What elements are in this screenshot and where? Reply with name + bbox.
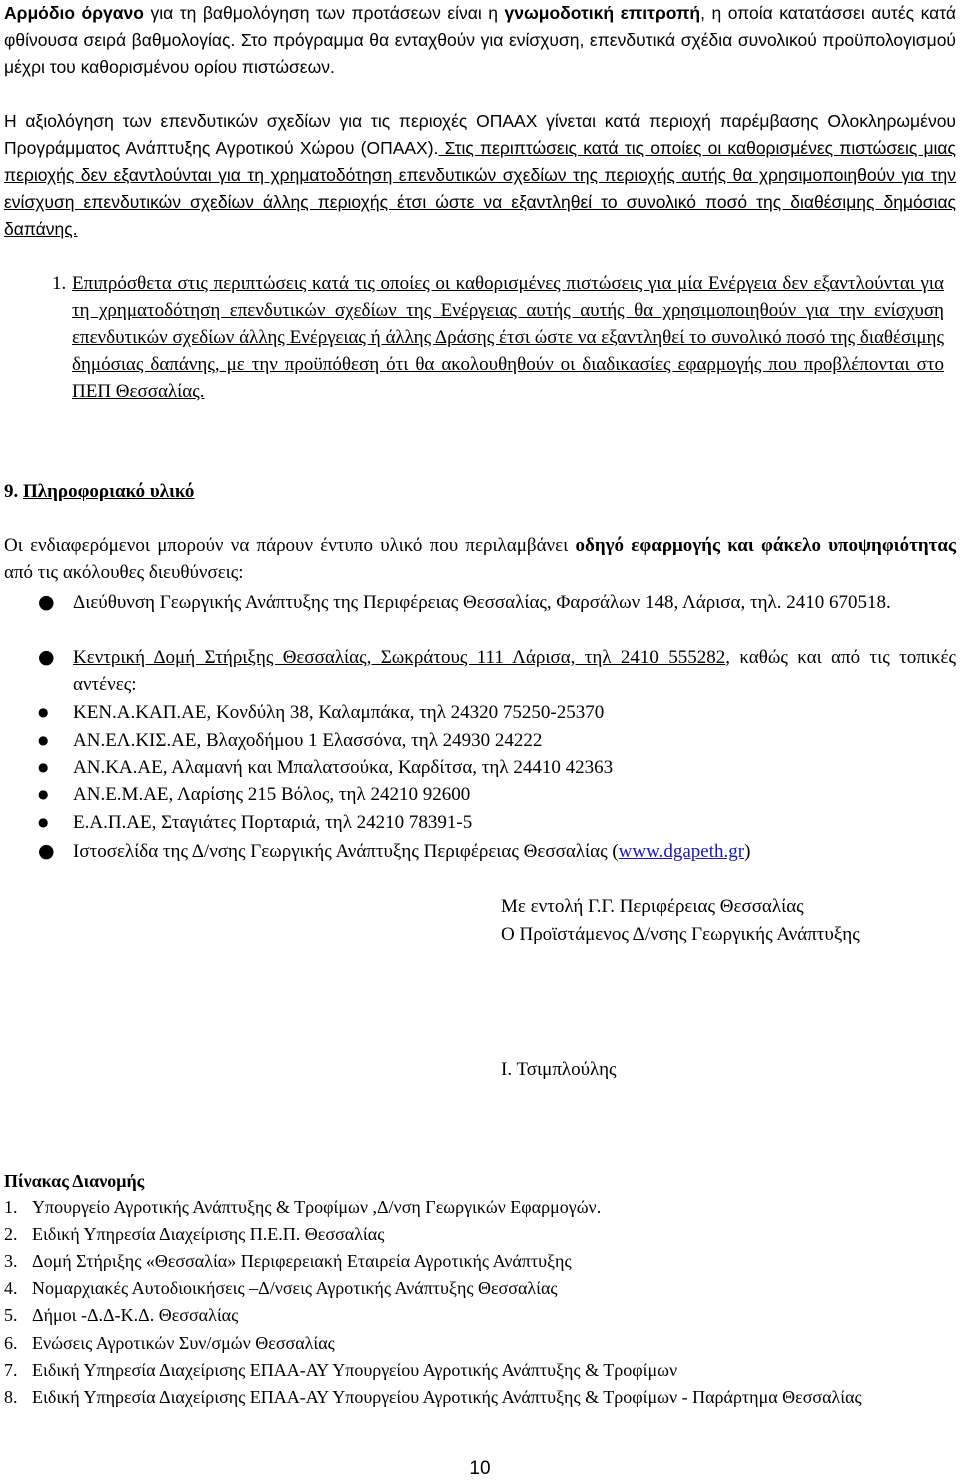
distribution-item bbox=[4, 1357, 956, 1384]
website-link[interactable]: www.dgapeth.gr bbox=[618, 841, 745, 862]
sub-bullet-text: ΑΝ.Ε.Μ.ΑΕ, Λαρίσης 215 Βόλος, τηλ 24210 92600 bbox=[73, 784, 471, 805]
distribution-text: Ειδική Υπηρεσία Διαχείρισης Π.Ε.Π. Θεσσαλίας bbox=[32, 1224, 385, 1244]
sub-bullet-text: ΚΕΝ.Α.ΚΑΠ.ΑΕ, Κονδύλη 38, Καλαμπάκα, τηλ 24320 75250-25370 bbox=[73, 702, 605, 723]
distribution-item bbox=[4, 1248, 956, 1275]
small-bullet-icon: ● bbox=[38, 787, 49, 801]
distribution-item bbox=[4, 1302, 956, 1329]
distribution-number: 4. bbox=[4, 1278, 18, 1298]
distribution-text: Δομή Στήριξης «Θεσσαλία» Περιφερειακή Εταιρεία Αγροτικής Ανάπτυξης bbox=[32, 1251, 572, 1271]
section-intro bbox=[4, 532, 956, 586]
distribution-item bbox=[4, 1194, 956, 1221]
item-number: 1. bbox=[52, 273, 67, 294]
intro-text: , η οποία κατατάσσει αυτές κατά φθίνουσα σειρά βαθμολογίας. Στο πρόγραμμα θα ενταχθούν για ενίσχυση, επενδυτικά σχέδια συνολικού προϋπολογισμού μέχρι του καθορισμένου ορίου πιστώσεων. bbox=[4, 3, 957, 77]
distribution-item bbox=[4, 1221, 956, 1248]
section-title: Πληροφοριακό υλικό bbox=[23, 481, 195, 502]
distribution-item bbox=[4, 1330, 956, 1357]
distribution-title-text: Πίνακας Διανομής bbox=[4, 1171, 145, 1191]
signatory-name: Ι. Τσιμπλούλης bbox=[501, 1059, 617, 1080]
committee-bold: γνωμοδοτική επιτροπή bbox=[504, 3, 701, 23]
distribution-number: 8. bbox=[4, 1387, 18, 1407]
sub-bullet-text: Ε.Α.Π.ΑΕ, Σταγιάτες Πορταριά, τηλ 24210 78391-5 bbox=[73, 812, 473, 833]
bullet-text: Ιστοσελίδα της Δ/νσης Γεωργικής Ανάπτυξης Περιφέρειας Θεσσαλίας ( bbox=[73, 841, 619, 862]
bullet-text: Διεύθυνση Γεωργικής Ανάπτυξης της Περιφέρειας Θεσσαλίας, Φαρσάλων 148, Λάρισα, τηλ. 2410 670518. bbox=[73, 592, 891, 613]
distribution-title bbox=[4, 1168, 956, 1195]
sub-bullet-text: ΑΝ.ΚΑ.ΑΕ, Αλαμανή και Μπαλατσούκα, Καρδίτσα, τηλ 24410 42363 bbox=[73, 757, 614, 778]
intro-text: για τη βαθμολόγηση των προτάσεων είναι η bbox=[143, 3, 505, 23]
intro-paragraph-1 bbox=[4, 0, 956, 81]
bullet-icon: ● bbox=[38, 591, 55, 613]
distribution-number: 7. bbox=[4, 1360, 18, 1380]
section-number: 9. bbox=[4, 481, 19, 502]
bullet-icon: ● bbox=[38, 840, 55, 862]
distribution-number: 3. bbox=[4, 1251, 18, 1271]
signature-line-1: Με εντολή Γ.Γ. Περιφέρειας Θεσσαλίας bbox=[501, 896, 804, 917]
bullet-text: , καθώς και από τις τοπικές αντένες: bbox=[73, 647, 956, 695]
distribution-text: Ειδική Υπηρεσία Διαχείρισης ΕΠΑΑ-ΑΥ Υπουργείου Αγροτικής Ανάπτυξης & Τροφίμων - Παράρτημα Θεσσαλίας bbox=[32, 1387, 862, 1407]
distribution-number: 1. bbox=[4, 1197, 18, 1217]
small-bullet-icon: ● bbox=[38, 705, 49, 719]
bullet-text: ) bbox=[744, 841, 751, 862]
guide-bold: οδηγό εφαρμογής και φάκελο υποψηφιότητας bbox=[575, 535, 956, 556]
distribution-text: Υπουργείο Αγροτικής Ανάπτυξης & Τροφίμων ,Δ/νση Γεωργικών Εφαρμογών. bbox=[32, 1197, 602, 1217]
distribution-number: 2. bbox=[4, 1224, 18, 1244]
section-intro-text: Οι ενδιαφερόμενοι μπορούν να πάρουν έντυπο υλικό που περιλαμβάνει bbox=[4, 535, 576, 556]
bullet-icon: ● bbox=[38, 646, 55, 668]
sub-bullet-text: ΑΝ.ΕΛ.ΚΙΣ.ΑΕ, Βλαχοδήμου 1 Ελασσόνα, τηλ 24930 24222 bbox=[73, 730, 543, 751]
small-bullet-icon: ● bbox=[38, 760, 49, 774]
section-heading bbox=[4, 478, 956, 505]
signature-line-2: Ο Προϊστάμενος Δ/νσης Γεωργικής Ανάπτυξης bbox=[501, 924, 860, 945]
opaax-underlined-text: Στις περιπτώσεις κατά τις οποίες οι καθορισμένες πιστώσεις μιας περιοχής δεν εξαντλούνται για τη χρηματοδότηση επενδυτικών σχεδίων της περιοχής αυτής θα χρησιμοποιηθούν για την ενίσχυση επενδυτικών σχεδίων άλλης περιοχής έτσι ώστε να εξαντληθεί το συνολικό ποσό της διαθέσιμης δημόσιας δαπάνης. bbox=[4, 138, 956, 239]
distribution-text: Νομαρχιακές Αυτοδιοικήσεις –Δ/νσεις Αγροτικής Ανάπτυξης Θεσσαλίας bbox=[32, 1278, 558, 1298]
opaax-text: Η αξιολόγηση των επενδυτικών σχεδίων για τις περιοχές ΟΠΑΑΧ γίνεται κατά περιοχή παρέμβασης Ολοκληρωμένου Προγράμματος Ανάπτυξης Αγροτικού Χώρου (ΟΠΑΑΧ). bbox=[4, 111, 956, 158]
section-intro-text: από τις ακόλουθες διευθύνσεις: bbox=[4, 562, 244, 583]
item-text: Επιπρόσθετα στις περιπτώσεις κατά τις οποίες οι καθορισμένες πιστώσεις για μία Ενέργεια δεν εξαντλούνται για τη χρηματοδότηση επενδυτικών σχεδίων της Ενέργειας αυτής αυτής θα χρησιμοποιηθούν για την ενίσχυση επενδυτικών σχεδίων άλλης Ενέργειας ή άλλης Δράσης έτσι ώστε να εξαντληθεί το συνολικό ποσό της διαθέσιμης δημόσιας δαπάνης, με την προϋπόθεση ότι θα ακολουθηθούν οι διαδικασίες εφαρμογής που προβλέπονται στο ΠΕΠ Θεσσαλίας. bbox=[72, 273, 944, 402]
distribution-text: Ειδική Υπηρεσία Διαχείρισης ΕΠΑΑ-ΑΥ Υπουργείου Αγροτικής Ανάπτυξης & Τροφίμων bbox=[32, 1360, 678, 1380]
small-bullet-icon: ● bbox=[38, 815, 49, 829]
evaluation-body-bold: Αρμόδιο όργανο bbox=[4, 3, 144, 23]
distribution-item bbox=[4, 1384, 956, 1410]
page-number: 10 bbox=[469, 1458, 491, 1479]
intro-paragraph-2 bbox=[4, 108, 956, 243]
central-office-text: Κεντρική Δομή Στήριξης Θεσσαλίας, Σωκράτους 111 Λάρισα, τηλ 2410 555282 bbox=[73, 647, 726, 668]
distribution-item bbox=[4, 1275, 956, 1302]
small-bullet-icon: ● bbox=[38, 733, 49, 747]
distribution-number: 6. bbox=[4, 1333, 18, 1353]
distribution-text: Δήμοι -Δ.Δ-Κ.Δ. Θεσσαλίας bbox=[32, 1305, 239, 1325]
distribution-number: 5. bbox=[4, 1305, 18, 1325]
distribution-text: Ενώσεις Αγροτικών Συν/σμών Θεσσαλίας bbox=[32, 1333, 335, 1353]
